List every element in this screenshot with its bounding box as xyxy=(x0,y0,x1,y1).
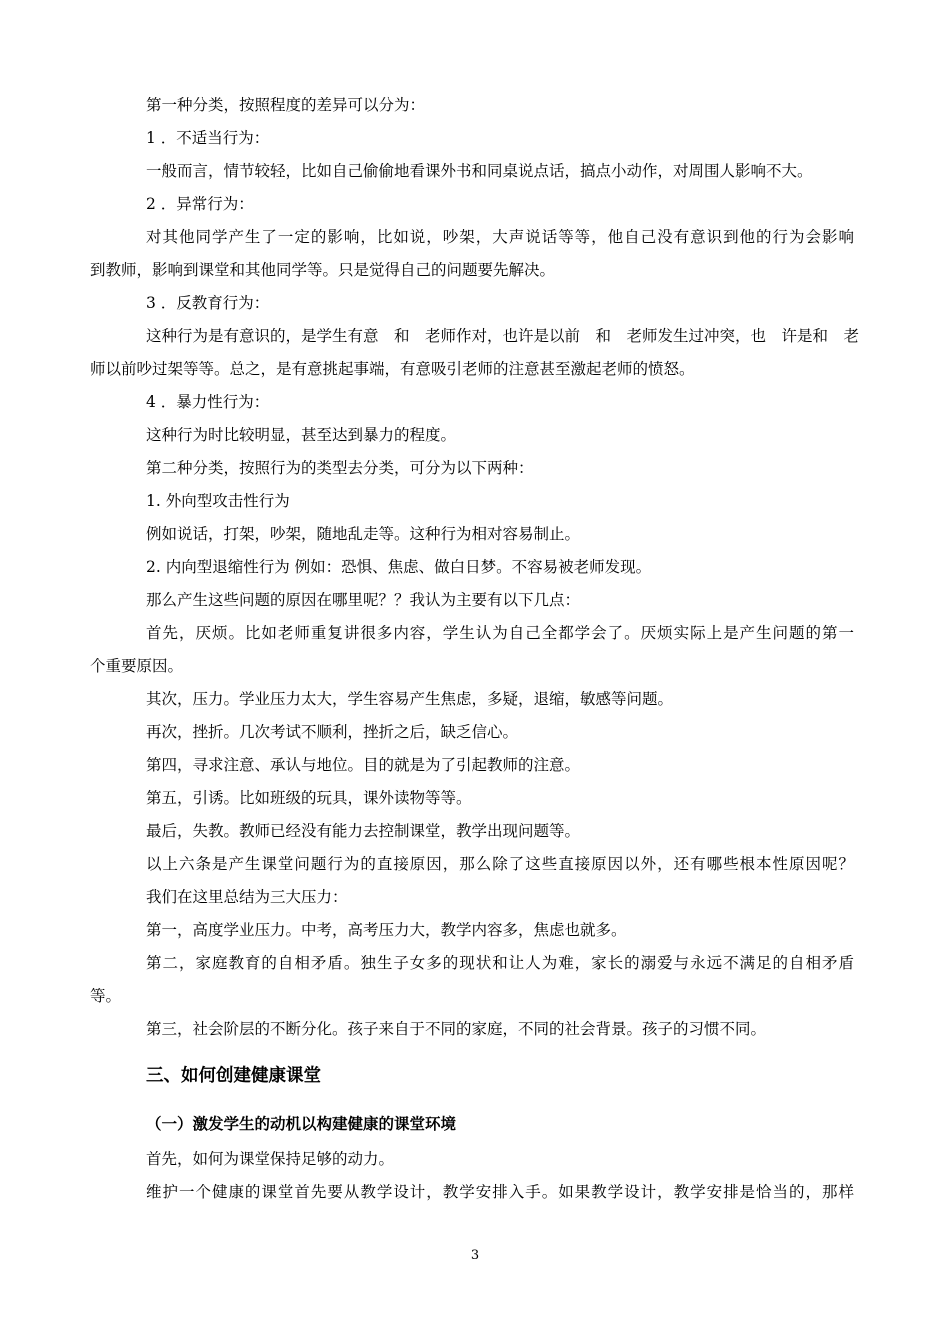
paragraph-line: 第三，社会阶层的不断分化。孩子来自于不同的家庭，不同的社会背景。孩子的习惯不同。 xyxy=(146,1020,767,1038)
paragraph-line: 第二，家庭教育的自相矛盾。独生子女多的现状和让人为难，家长的溺爱与永远不满足的自相矛盾 xyxy=(146,954,854,972)
paragraph-line: 再次，挫折。几次考试不顺利，挫折之后，缺乏信心。 xyxy=(146,723,519,741)
paragraph-line: 一般而言，情节较轻，比如自己偷偷地看课外书和同桌说点话，搞点小动作，对周围人影响不大。 xyxy=(146,162,813,180)
subsection-heading: （一）激发学生的动机以构建健康的课堂环境 xyxy=(146,1115,457,1133)
paragraph-line: 第五，引诱。比如班级的玩具，课外读物等等。 xyxy=(146,789,472,807)
paragraph-line: 个重要原因。 xyxy=(90,657,184,675)
section-heading: 三、如何创建健康课堂 xyxy=(146,1066,321,1086)
paragraph-line: 这种行为时比较明显，甚至达到暴力的程度。 xyxy=(146,426,457,444)
paragraph-line: 我们在这里总结为三大压力： xyxy=(146,888,348,906)
paragraph-line: 例如说话，打架，吵架，随地乱走等。这种行为相对容易制止。 xyxy=(146,525,581,543)
paragraph-line: 等。 xyxy=(90,987,122,1005)
list-item-heading: 2. 内向型退缩性行为 例如：恐惧、焦虑、做白日梦。不容易被老师发现。 xyxy=(146,558,652,576)
list-item-heading: 3 ．反教育行为： xyxy=(146,294,270,312)
paragraph-line: 第四，寻求注意、承认与地位。目的就是为了引起教师的注意。 xyxy=(146,756,581,774)
page-number: 3 xyxy=(470,1248,480,1263)
paragraph-line: 这种行为是有意识的，是学生有意 和 老师作对，也许是以前 和 老师发生过冲突，也 许是和 老 xyxy=(146,327,860,345)
list-item-heading: 4 ．暴力性行为： xyxy=(146,393,270,411)
paragraph-line: 最后，失教。教师已经没有能力去控制课堂，教学出现问题等。 xyxy=(146,822,581,840)
paragraph-line: 第一，高度学业压力。中考，高考压力大，教学内容多，焦虑也就多。 xyxy=(146,921,627,939)
paragraph-line: 首先，如何为课堂保持足够的动力。 xyxy=(146,1150,395,1168)
paragraph-line: 第一种分类，按照程度的差异可以分为： xyxy=(146,96,426,114)
paragraph-line: 师以前吵过架等等。总之，是有意挑起事端，有意吸引老师的注意甚至激起老师的愤怒。 xyxy=(90,360,695,378)
list-item-heading: 1 ．不适当行为： xyxy=(146,129,270,147)
paragraph-line: 以上六条是产生课堂问题行为的直接原因，那么除了这些直接原因以外，还有哪些根本性原因呢？ xyxy=(146,855,854,873)
paragraph-line: 对其他同学产生了一定的影响，比如说，吵架，大声说话等等，他自己没有意识到他的行为会影响 xyxy=(146,228,854,246)
paragraph-line: 首先，厌烦。比如老师重复讲很多内容，学生认为自己全都学会了。厌烦实际上是产生问题的第一 xyxy=(146,624,854,642)
list-item-heading: 1. 外向型攻击性行为 xyxy=(146,492,290,510)
list-item-heading: 2 ．异常行为： xyxy=(146,195,254,213)
paragraph-line: 其次，压力。学业压力太大，学生容易产生焦虑，多疑，退缩，敏感等问题。 xyxy=(146,690,674,708)
paragraph-line: 那么产生这些问题的原因在哪里呢？？我认为主要有以下几点： xyxy=(146,591,581,609)
paragraph-line: 维护一个健康的课堂首先要从教学设计，教学安排入手。如果教学设计，教学安排是恰当的，那样 xyxy=(146,1183,854,1201)
paragraph-line: 到教师，影响到课堂和其他同学等。只是觉得自己的问题要先解决。 xyxy=(90,261,556,279)
paragraph-line: 第二种分类，按照行为的类型去分类，可分为以下两种： xyxy=(146,459,534,477)
